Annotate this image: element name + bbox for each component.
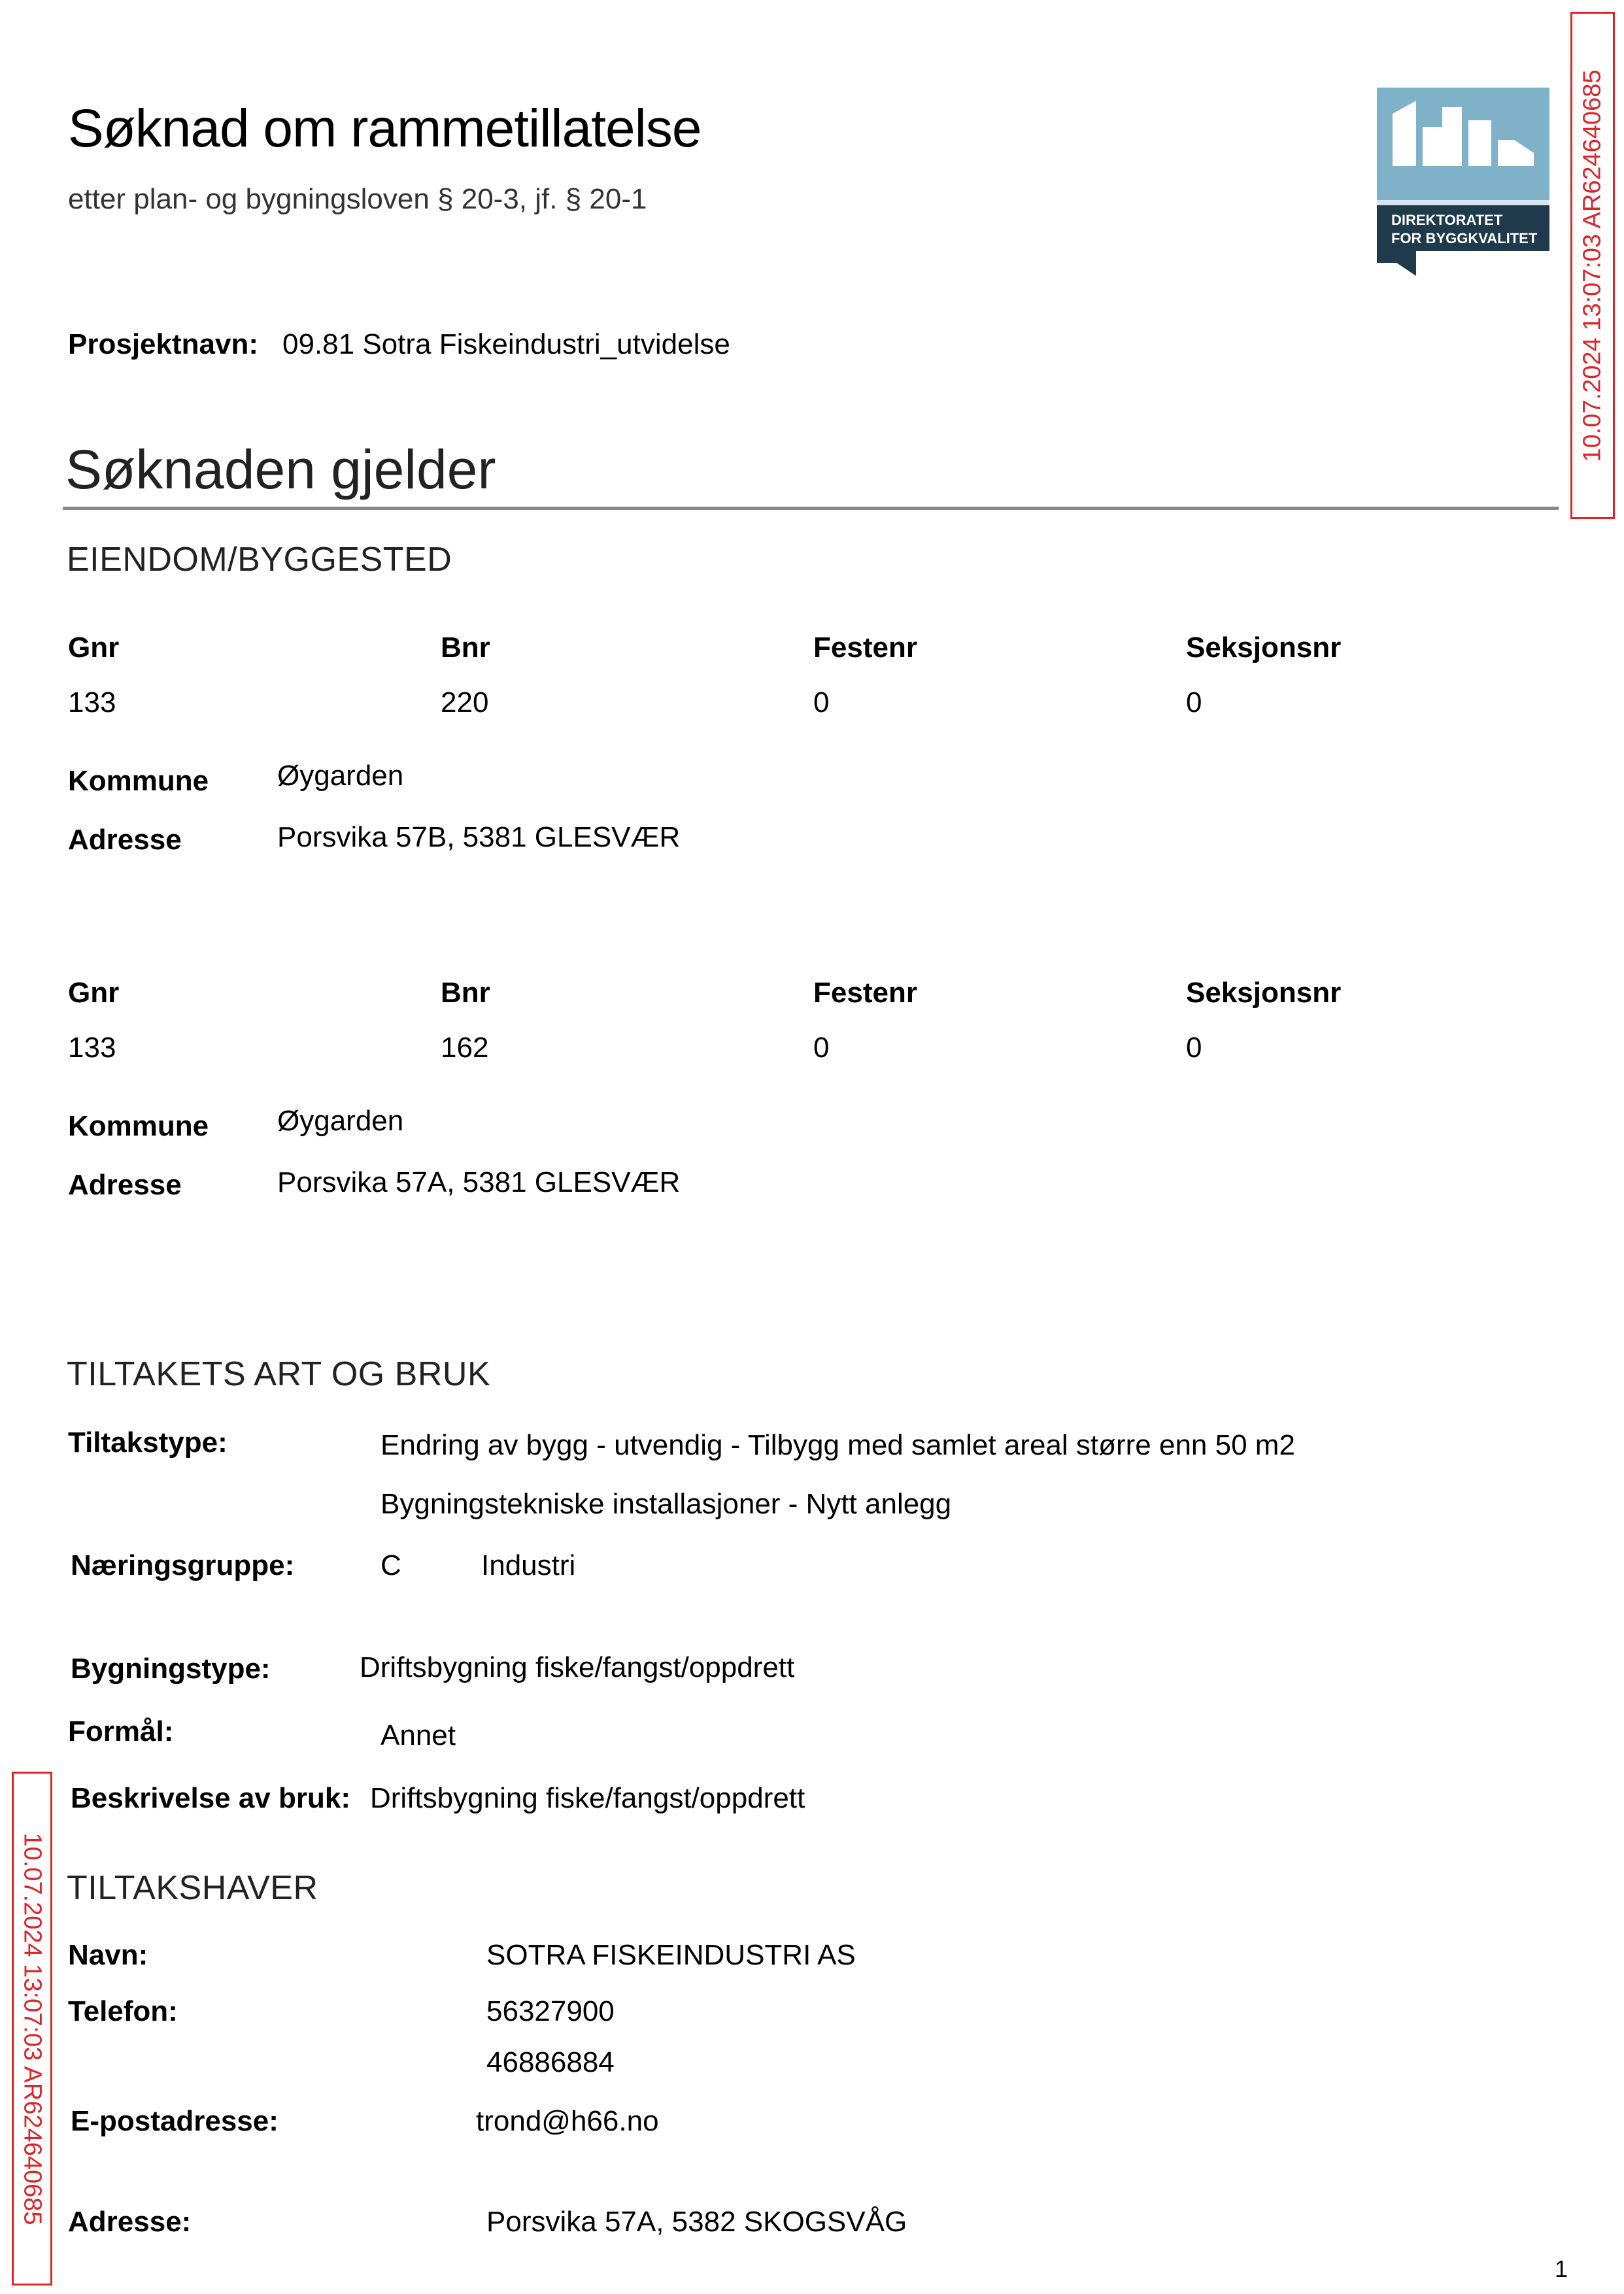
adresse-value: Porsvika 57B, 5381 GLESVÆR xyxy=(277,821,681,853)
project-label: Prosjektnavn: xyxy=(68,328,258,360)
naeringsgruppe-code: C xyxy=(381,1549,401,1581)
formal-value: Annet xyxy=(381,1719,456,1751)
col-gnr: Gnr xyxy=(68,977,120,1009)
beskrivelse-value: Driftsbygning fiske/fangst/oppdrett xyxy=(370,1782,805,1814)
kommune-value: Øygarden xyxy=(277,1105,404,1137)
adresse-label: Adresse xyxy=(68,824,182,856)
adresse-label: Adresse xyxy=(68,1169,182,1201)
archive-stamp-bottom: 10.07.2024 13:07:03 AR624640685 xyxy=(12,1772,52,2286)
page-number: 1 xyxy=(1555,2255,1568,2282)
kommune-label: Kommune xyxy=(68,765,209,797)
adresse-label: Adresse: xyxy=(68,2206,192,2238)
formal-label: Formål: xyxy=(68,1715,174,1747)
naeringsgruppe-value: Industri xyxy=(481,1549,576,1581)
col-gnr: Gnr xyxy=(68,632,120,664)
adresse-value: Porsvika 57A, 5382 SKOGSVÅG xyxy=(486,2206,907,2238)
dibk-logo xyxy=(1377,88,1549,276)
navn-label: Navn: xyxy=(68,1939,148,1971)
telefon-value-2: 46886884 xyxy=(486,2046,615,2078)
adresse-value: Porsvika 57A, 5381 GLESVÆR xyxy=(277,1166,681,1198)
kommune-value: Øygarden xyxy=(277,760,404,792)
bygningstype-value: Driftsbygning fiske/fangst/oppdrett xyxy=(360,1651,795,1683)
col-seksjonsnr: Seksjonsnr xyxy=(1186,632,1342,664)
section-title: Søknaden gjelder xyxy=(65,439,496,500)
kommune-label: Kommune xyxy=(68,1110,209,1142)
tiltakstype-value-1: Endring av bygg - utvendig - Tilbygg med samlet areal større enn 50 m2 xyxy=(381,1429,1295,1461)
property-bnr: 220 xyxy=(441,686,489,718)
property-bnr: 162 xyxy=(441,1032,489,1064)
document-title: Søknad om rammetillatelse xyxy=(68,99,702,158)
property-festenr: 0 xyxy=(813,1032,830,1064)
epost-label: E-postadresse: xyxy=(71,2105,279,2137)
beskrivelse-label: Beskrivelse av bruk: xyxy=(71,1782,351,1814)
col-festenr: Festenr xyxy=(813,977,917,1009)
property-gnr: 133 xyxy=(68,686,116,718)
col-festenr: Festenr xyxy=(813,632,917,664)
tiltakshaver-heading: TILTAKSHAVER xyxy=(67,1869,318,1907)
telefon-value-1: 56327900 xyxy=(486,1995,615,2027)
telefon-label: Telefon: xyxy=(68,1995,178,2027)
naeringsgruppe-label: Næringsgruppe: xyxy=(71,1549,295,1581)
archive-stamp-top: 10.07.2024 13:07:03 AR624640685 xyxy=(1570,12,1615,519)
tiltak-heading: TILTAKETS ART OG BRUK xyxy=(67,1355,491,1393)
document-subtitle: etter plan- og bygningsloven § 20-3, jf. § 20-1 xyxy=(68,183,647,215)
tiltakstype-label: Tiltakstype: xyxy=(68,1426,228,1459)
col-seksjonsnr: Seksjonsnr xyxy=(1186,977,1342,1009)
property-festenr: 0 xyxy=(813,686,830,718)
project-value: 09.81 Sotra Fiskeindustri_utvidelse xyxy=(282,328,730,360)
tiltakstype-value-2: Bygningstekniske installasjoner - Nytt anlegg xyxy=(381,1488,952,1520)
bygningstype-label: Bygningstype: xyxy=(71,1653,271,1685)
eiendom-heading: EIENDOM/BYGGESTED xyxy=(67,541,452,579)
property-seksjonsnr: 0 xyxy=(1186,686,1202,718)
navn-value: SOTRA FISKEINDUSTRI AS xyxy=(486,1939,856,1971)
property-seksjonsnr: 0 xyxy=(1186,1032,1202,1064)
section-divider xyxy=(63,507,1559,510)
logo-line2: FOR BYGGKVALITET xyxy=(1391,230,1538,246)
col-bnr: Bnr xyxy=(441,632,490,664)
logo-line1: DIREKTORATET xyxy=(1391,212,1503,228)
col-bnr: Bnr xyxy=(441,977,490,1009)
epost-value: trond@h66.no xyxy=(476,2105,659,2137)
property-gnr: 133 xyxy=(68,1032,116,1064)
